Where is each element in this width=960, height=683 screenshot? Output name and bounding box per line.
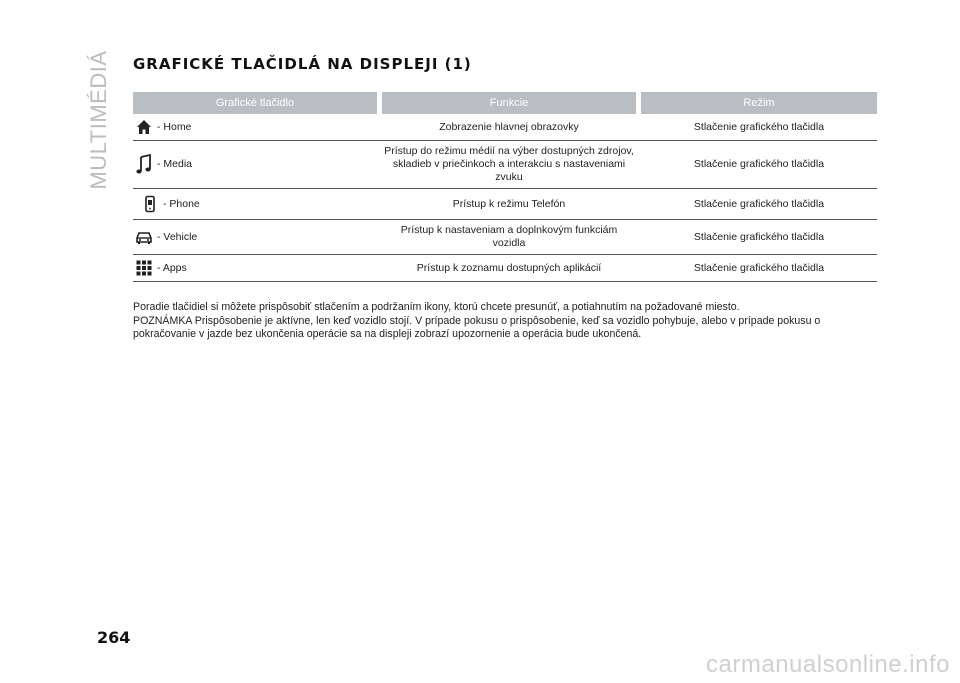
button-cell (133, 114, 377, 141)
mode-cell: Stlačenie grafického tlačidla (641, 141, 877, 189)
table-row (133, 189, 877, 220)
page-number: 264 (97, 628, 131, 647)
mode-cell: Stlačenie grafického tlačidla (641, 114, 877, 141)
table-row (133, 141, 877, 189)
note-paragraph: POZNÁMKA Prispôsobenie je aktívne, len keď vozidlo stojí. V prípade pokusu o prispôsobenie, keď sa vozidlo pohybuje, alebo v prípade pokusu o pokračovanie v jazde bez ukončenia operácie sa na displeji zobrazí upozornenie a operácia bude ukončená. (133, 314, 821, 340)
function-cell: Prístup do režimu médií na výber dostupných zdrojov, skladieb v priečinkoch a interakciu s nastaveniami zvuku (382, 141, 636, 189)
note-paragraph: Poradie tlačidiel si môžete prispôsobiť stlačením a podržaním ikony, ktorú chcete presunúť, a potiahnutím na požadované miesto. (133, 301, 740, 313)
header-button: Grafické tlačidlo (133, 92, 377, 114)
button-label: - Vehicle (157, 230, 198, 243)
button-label: - Home (157, 120, 192, 133)
button-cell (133, 141, 377, 189)
button-cell (133, 220, 377, 255)
page-title: GRAFICKÉ TLAČIDLÁ NA DISPLEJI (1) (133, 55, 472, 73)
button-label: - Apps (157, 261, 187, 274)
table-row (133, 220, 877, 255)
mode-cell: Stlačenie grafického tlačidla (641, 255, 877, 282)
mode-cell: Stlačenie grafického tlačidla (641, 220, 877, 255)
button-label: - Media (157, 158, 193, 170)
apps-grid-icon (135, 259, 153, 277)
function-cell: Prístup k zoznamu dostupných aplikácií (382, 255, 636, 282)
function-cell: Prístup k nastaveniam a doplnkovým funkciám vozidla (382, 220, 636, 255)
music-note-icon (135, 154, 153, 176)
table-row (133, 114, 877, 141)
watermark: carmanualsonline.info (706, 651, 950, 678)
car-icon (135, 228, 153, 246)
button-cell (133, 189, 377, 220)
phone-icon (141, 195, 159, 213)
header-mode: Režim (641, 92, 877, 114)
button-label: - Phone (163, 197, 200, 210)
header-function: Funkcie (382, 92, 636, 114)
section-label: MULTIMÉDIÁ (86, 50, 111, 190)
function-cell: Prístup k režimu Telefón (382, 189, 636, 220)
table-row (133, 255, 877, 282)
section-sidebar (86, 50, 112, 190)
note-block (133, 301, 878, 342)
buttons-table (133, 92, 877, 282)
mode-cell: Stlačenie grafického tlačidla (641, 189, 877, 220)
button-cell (133, 255, 377, 282)
home-icon (135, 118, 153, 136)
table-header-row (133, 92, 877, 114)
function-cell: Zobrazenie hlavnej obrazovky (382, 114, 636, 141)
